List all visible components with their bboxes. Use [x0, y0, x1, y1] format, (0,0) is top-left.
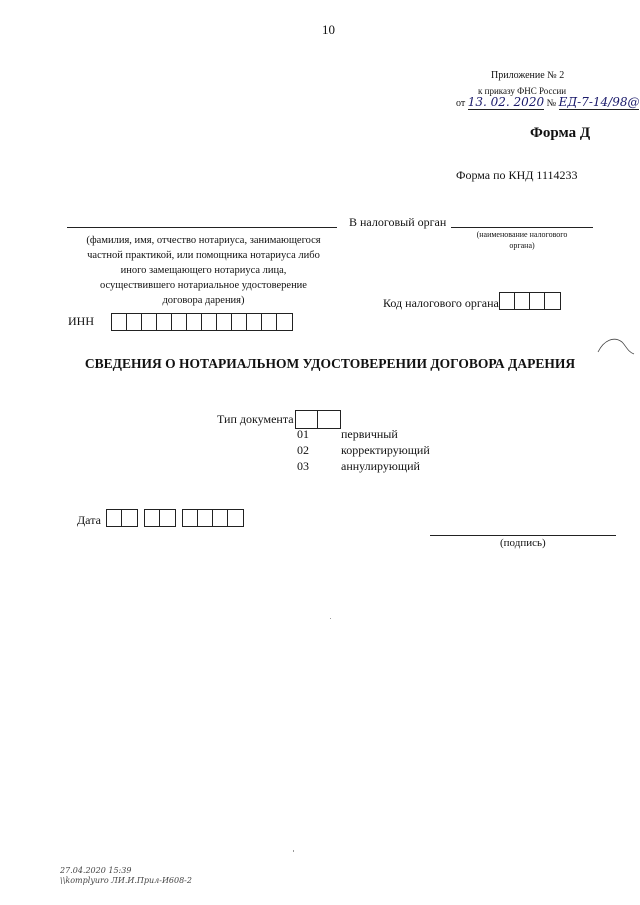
doc-type-cell[interactable]: [318, 411, 340, 428]
tax-organ-code-label: Код налогового органа: [383, 296, 499, 310]
appendix-number-label: №: [546, 98, 557, 109]
doc-type-option-2-code: 02: [297, 443, 309, 457]
tax-organ-line: [451, 227, 593, 228]
doc-type-option-1-code: 01: [297, 427, 309, 441]
doc-type-cell[interactable]: [296, 411, 318, 428]
appendix-number-handwritten: ЕД-7-14/98@: [558, 95, 640, 109]
notary-caption-line-3: иного замещающего нотариуса лица,: [120, 265, 287, 276]
page-number: 10: [322, 22, 335, 37]
date-cell[interactable]: [198, 510, 213, 526]
inn-cell[interactable]: [187, 314, 202, 330]
date-cell[interactable]: [145, 510, 160, 526]
appendix-from-label: от: [456, 98, 466, 109]
scan-speck: [330, 618, 331, 619]
date-day-cells[interactable]: [106, 509, 138, 527]
tax-organ-caption-line-1: (наименование налогового: [476, 230, 568, 239]
code-cell[interactable]: [530, 293, 545, 309]
inn-label: ИНН: [68, 314, 94, 328]
inn-cell[interactable]: [247, 314, 262, 330]
date-cell[interactable]: [228, 510, 243, 526]
notary-caption-line-2: частной практикой, или помощника нотариуса либо: [87, 250, 320, 261]
tax-organ-code-cells[interactable]: [499, 292, 561, 310]
date-cell[interactable]: [213, 510, 228, 526]
main-title: СВЕДЕНИЯ О НОТАРИАЛЬНОМ УДОСТОВЕРЕНИИ ДОГОВОРА ДАРЕНИЯ: [84, 356, 576, 371]
date-year-cells[interactable]: [182, 509, 244, 527]
date-cell[interactable]: [122, 510, 137, 526]
notary-caption-line-4: осуществившего нотариальное удостоверение: [100, 280, 307, 291]
margin-scribble: [596, 334, 636, 358]
date-cell[interactable]: [160, 510, 175, 526]
date-month-cells[interactable]: [144, 509, 176, 527]
appendix-order-line: [456, 95, 639, 109]
notary-caption: [65, 233, 342, 308]
inn-cell[interactable]: [127, 314, 142, 330]
notary-caption-line-1: (фамилия, имя, отчество нотариуса, занимающегося: [86, 235, 321, 246]
inn-cell[interactable]: [202, 314, 217, 330]
doc-type-option-1-text: первичный: [341, 427, 398, 441]
doc-type-option-3-text: аннулирующий: [341, 459, 420, 473]
appendix-date-handwritten: 13. 02. 2020: [467, 95, 545, 109]
code-cell[interactable]: [515, 293, 530, 309]
scan-speck: [293, 850, 294, 852]
tax-organ-caption-line-2: органа): [509, 241, 535, 250]
form-knd: Форма по КНД 1114233: [456, 168, 578, 182]
inn-cell[interactable]: [112, 314, 127, 330]
doc-type-option-2-text: корректирующий: [341, 443, 430, 457]
inn-cell[interactable]: [157, 314, 172, 330]
form-title: Форма Д: [530, 125, 591, 141]
doc-type-label: Тип документа: [217, 412, 294, 426]
inn-cell[interactable]: [277, 314, 292, 330]
notary-name-line: [67, 227, 337, 228]
inn-cell[interactable]: [172, 314, 187, 330]
inn-cells[interactable]: [111, 313, 293, 331]
inn-cell[interactable]: [232, 314, 247, 330]
tax-organ-caption: [458, 229, 586, 251]
signature-caption: (подпись): [500, 537, 546, 549]
notary-caption-line-5: договора дарения): [162, 295, 245, 306]
date-cell[interactable]: [107, 510, 122, 526]
code-cell[interactable]: [500, 293, 515, 309]
code-cell[interactable]: [545, 293, 560, 309]
footer-file-path: \\komplyuro ЛИ.И.Прил-И608-2: [60, 876, 192, 885]
inn-cell[interactable]: [217, 314, 232, 330]
doc-type-option-3-code: 03: [297, 459, 309, 473]
appendix-line-1: Приложение № 2: [491, 70, 565, 81]
appendix-line-2: к приказу ФНС России: [478, 86, 567, 96]
inn-cell[interactable]: [142, 314, 157, 330]
date-label: Дата: [77, 513, 101, 527]
inn-cell[interactable]: [262, 314, 277, 330]
signature-line: [430, 535, 616, 536]
tax-organ-label: В налоговый орган: [349, 215, 447, 229]
date-cell[interactable]: [183, 510, 198, 526]
footer-timestamp: 27.04.2020 15:39: [60, 866, 132, 875]
